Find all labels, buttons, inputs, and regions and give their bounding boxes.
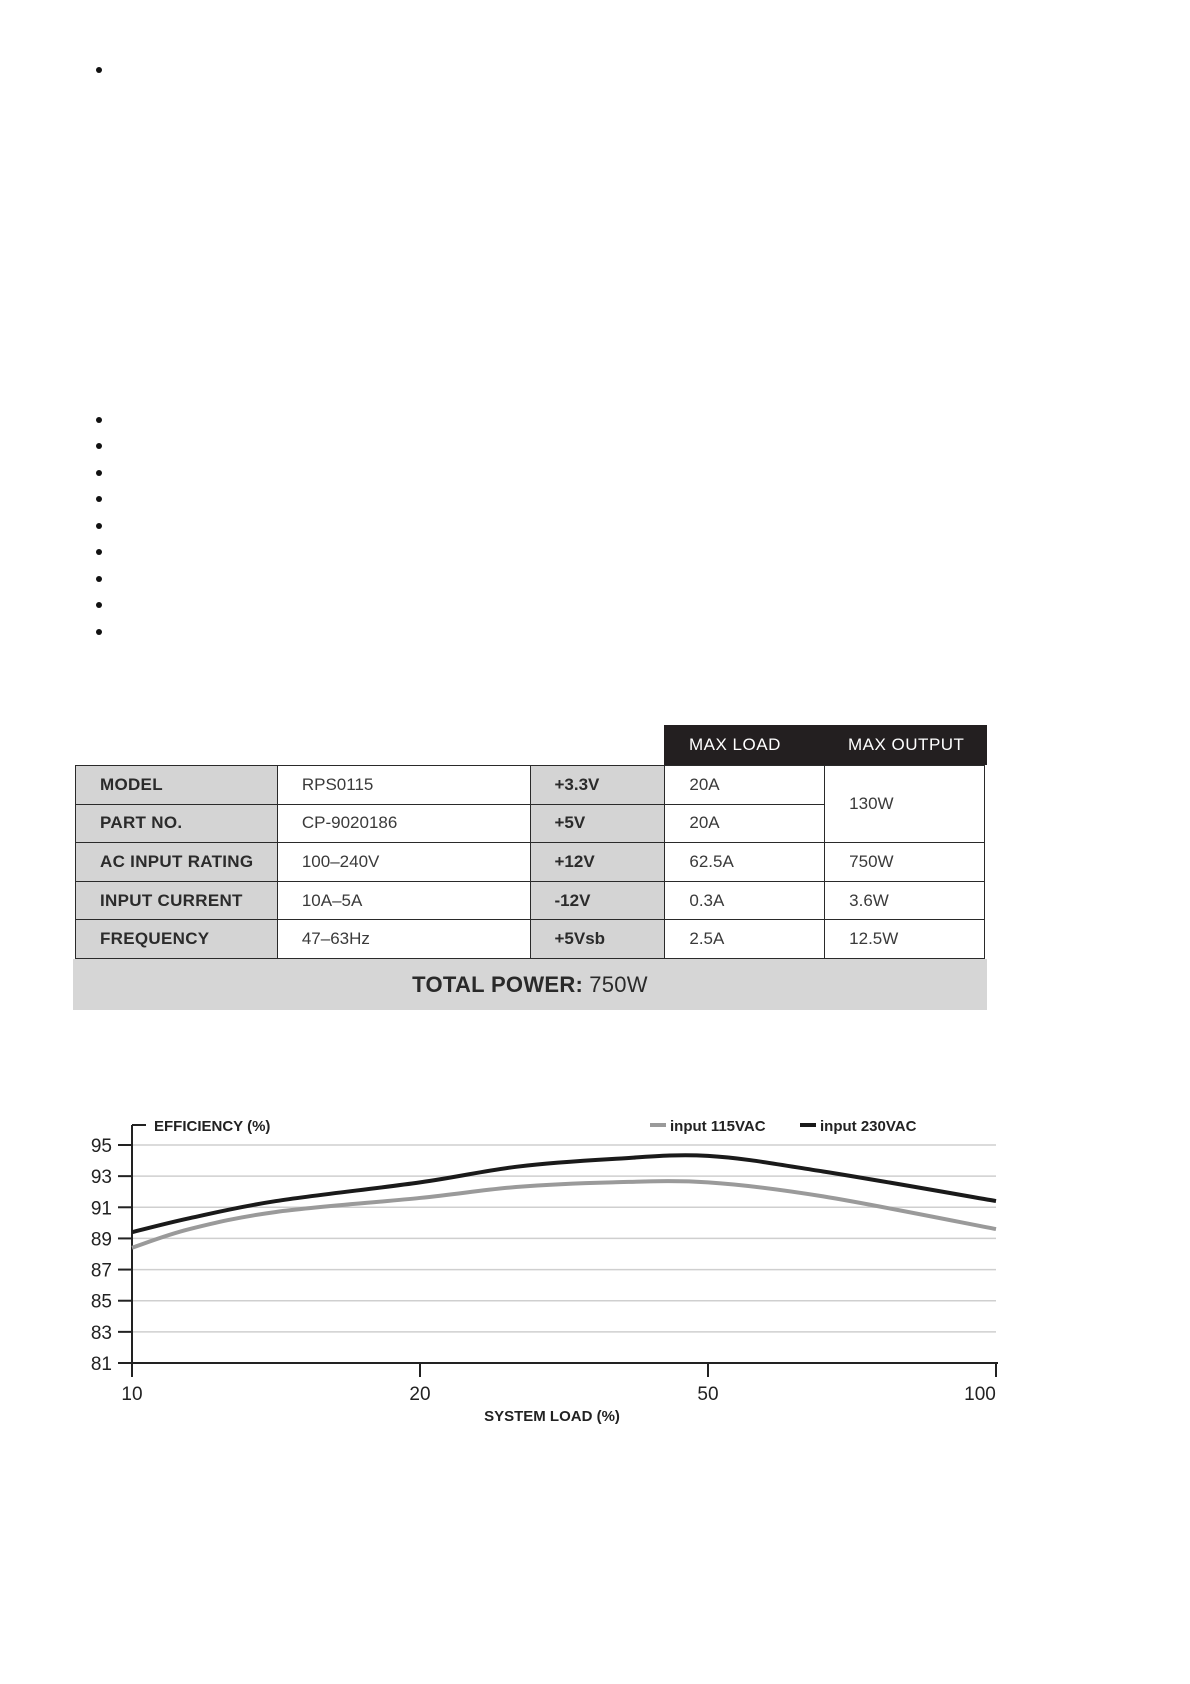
- total-power-bar: [73, 959, 987, 1010]
- rail-load: 0.3A: [665, 881, 825, 920]
- list-bullet: [96, 576, 102, 582]
- row-value: CP-9020186: [277, 804, 530, 843]
- table-row: [76, 766, 985, 805]
- legend-label: input 115VAC: [670, 1118, 766, 1135]
- spec-table: [73, 725, 985, 1010]
- total-power-value: 750W: [589, 971, 648, 997]
- efficiency-chart-svg: [70, 1105, 1000, 1445]
- row-label: AC INPUT RATING: [76, 843, 278, 882]
- rail-label: +5Vsb: [530, 920, 665, 959]
- list-bullet: [96, 549, 102, 555]
- rail-output: 12.5W: [825, 920, 985, 959]
- x-axis-label: SYSTEM LOAD (%): [484, 1408, 620, 1425]
- y-axis-label: EFFICIENCY (%): [154, 1118, 271, 1135]
- list-bullet: [96, 602, 102, 608]
- y-tick-label: 81: [90, 1354, 112, 1375]
- rail-output: 750W: [825, 843, 985, 882]
- rail-label: +12V: [530, 843, 665, 882]
- y-tick-label: 95: [90, 1136, 112, 1157]
- list-bullet: [96, 417, 102, 423]
- list-bullet: [96, 629, 102, 635]
- list-bullet: [96, 443, 102, 449]
- table-row: [76, 920, 985, 959]
- table-row: [76, 881, 985, 920]
- rail-load: 62.5A: [665, 843, 825, 882]
- header-max-load: MAX LOAD: [664, 725, 823, 765]
- rail-output: 130W: [825, 766, 985, 843]
- series-line-2: [132, 1155, 996, 1232]
- rail-load: 20A: [665, 766, 825, 805]
- row-label: MODEL: [76, 766, 278, 805]
- rail-output: 3.6W: [825, 881, 985, 920]
- x-tick-label: 10: [121, 1384, 143, 1405]
- rail-load: 20A: [665, 804, 825, 843]
- row-value: 100–240V: [277, 843, 530, 882]
- row-value: 10A–5A: [277, 881, 530, 920]
- x-tick-label: 50: [697, 1384, 719, 1405]
- y-tick-label: 91: [90, 1198, 112, 1220]
- y-tick-label: 87: [90, 1260, 112, 1282]
- rail-label: -12V: [530, 881, 665, 920]
- row-label: FREQUENCY: [76, 920, 278, 959]
- rail-label: +5V: [530, 804, 665, 843]
- total-power-label: TOTAL POWER:: [412, 971, 584, 997]
- row-value: 47–63Hz: [277, 920, 530, 959]
- table-row: [76, 843, 985, 882]
- spec-grid: [75, 765, 985, 959]
- y-tick-label: 93: [90, 1167, 112, 1189]
- row-value: RPS0115: [277, 766, 530, 805]
- list-bullet: [96, 470, 102, 476]
- list-bullet: [96, 496, 102, 502]
- efficiency-chart: [70, 1105, 1000, 1445]
- row-label: INPUT CURRENT: [76, 881, 278, 920]
- rail-load: 2.5A: [665, 920, 825, 959]
- row-label: PART NO.: [76, 804, 278, 843]
- y-tick-label: 83: [90, 1322, 112, 1344]
- x-tick-label: 20: [409, 1384, 431, 1405]
- x-tick-label: 100: [964, 1384, 996, 1405]
- list-bullet: [96, 67, 102, 73]
- legend-label: input 230VAC: [820, 1118, 917, 1135]
- y-tick-label: 85: [90, 1291, 112, 1313]
- header-max-output: MAX OUTPUT: [823, 725, 987, 765]
- rail-label: +3.3V: [530, 766, 665, 805]
- list-bullet: [96, 523, 102, 529]
- y-tick-label: 89: [90, 1229, 112, 1251]
